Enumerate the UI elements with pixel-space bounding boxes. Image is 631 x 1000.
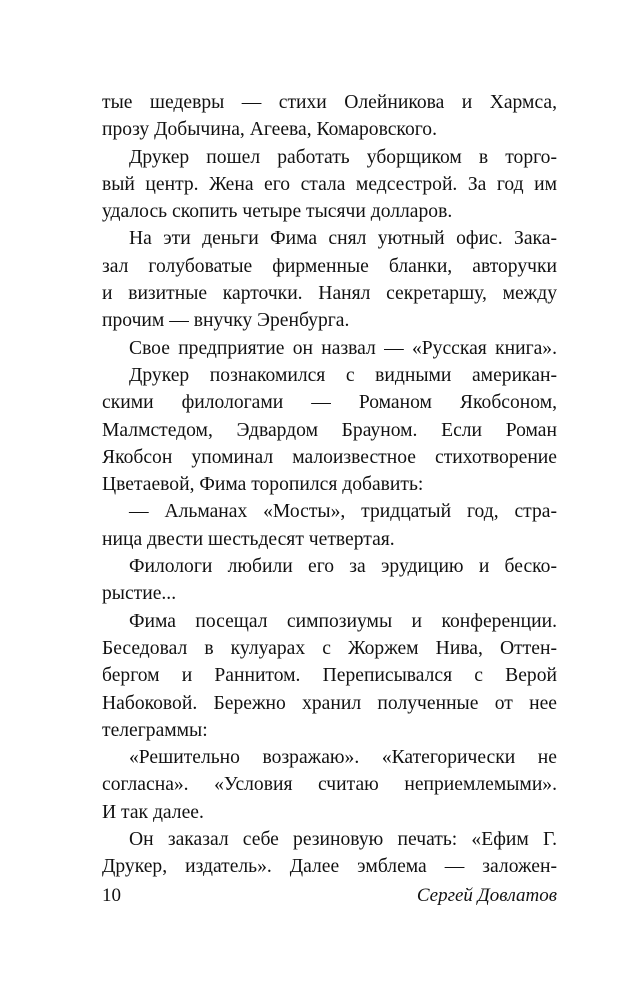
text-line: Малмстедом, Эдвардом Брауном. Если Роман <box>102 419 557 441</box>
page-footer <box>102 885 557 911</box>
text-line: Он заказал себе резиновую печать: «Ефим Г. <box>129 829 557 851</box>
text-line: Свое предприятие он назвал — «Русская книга». <box>129 337 557 359</box>
text-line: ница двести шестьдесят четвертая. <box>102 528 395 550</box>
text-line: — Альманах «Мосты», тридцатый год, стра- <box>129 501 557 523</box>
text-line: На эти деньги Фима снял уютный офис. Зака- <box>129 228 557 250</box>
text-line: Беседовал в кулуарах с Жоржем Нива, Оттен- <box>102 637 557 659</box>
text-line: согласна». «Условия считаю неприемлемыми». <box>102 774 557 796</box>
text-line: вый центр. Жена его стала медсестрой. За год им <box>102 173 557 195</box>
page-number: 10 <box>102 885 121 906</box>
text-line: Набоковой. Бережно хранил полученные от нее <box>102 692 557 714</box>
text-line: Друкер пошел работать уборщиком в торго- <box>129 146 557 168</box>
running-title-author: Сергей Довлатов <box>416 885 557 906</box>
text-line: зал голубоватые фирменные бланки, авторучки <box>102 255 557 277</box>
text-line: бергом и Раннитом. Переписывался с Верой <box>102 665 557 687</box>
text-line: удалось скопить четыре тысячи долларов. <box>102 201 453 223</box>
body-text <box>102 89 557 881</box>
text-line: скими филологами — Романом Якобсоном, <box>102 392 557 414</box>
text-line: и визитные карточки. Нанял секретаршу, между <box>102 283 557 305</box>
text-line: тые шедевры — стихи Олейникова и Хармса, <box>102 92 557 113</box>
text-line: Филологи любили его за эрудицию и беско- <box>129 556 557 578</box>
text-line: рыстие... <box>102 583 177 605</box>
text-line: прочим — внучку Эренбурга. <box>102 310 350 332</box>
text-line: Друкер познакомился с видными американ- <box>129 364 557 386</box>
text-line: «Решительно возражаю». «Категорически не <box>129 747 557 769</box>
text-line: Фима посещал симпозиумы и конференции. <box>129 610 557 632</box>
text-line: Друкер, издатель». Далее эмблема — заложен- <box>102 856 557 878</box>
text-line: И так далее. <box>102 801 204 823</box>
text-line: прозу Добычина, Агеева, Комаровского. <box>102 119 437 141</box>
text-line: Якобсон упоминал малоизвестное стихотворение <box>102 446 557 468</box>
text-line: Цветаевой, Фима торопился добавить: <box>102 474 424 496</box>
text-line: телеграммы: <box>102 719 208 741</box>
